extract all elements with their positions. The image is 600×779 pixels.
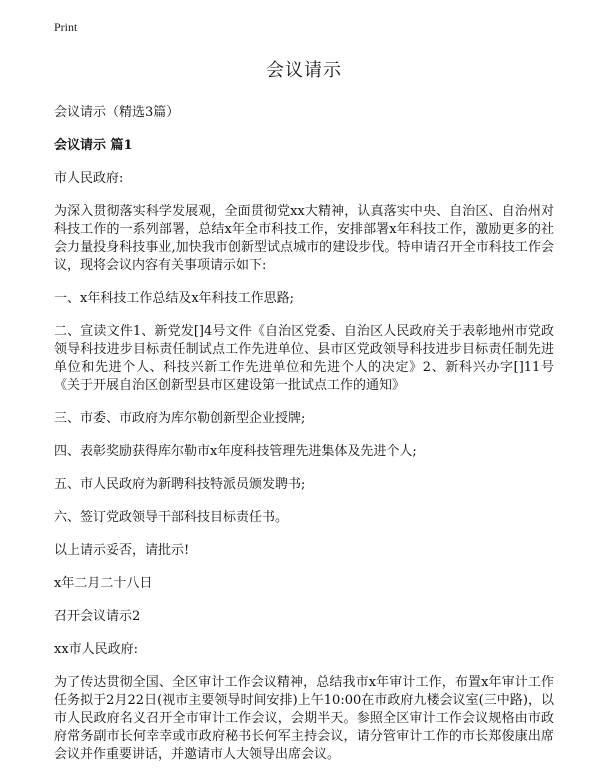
document-body — [54, 56, 554, 779]
section-heading: 会议请示 篇1 — [54, 138, 133, 153]
body-paragraph: 为了传达贯彻全国、全区审计工作会议精神，总结我市x年审计工作，布置x年审计工作任务拟于2月22日(视市主要领导时间安排)上午10:00在市政府九楼会议室(三中路)，以市人民政府名义召开全市审计工作会议，会期半天。参照全区审计工作会议规格由市政府常务副市长何幸幸或市政府秘书长何军主持会议，请分管审计工作的市长郑俊康出席会议并作重要讲话，并邀请市人大领导出席会议。 — [54, 675, 554, 762]
document-title: 会议请示 — [266, 60, 342, 81]
agenda-item: 六、签订党政领导干部科技目标责任书。 — [54, 510, 289, 525]
closing-line: 以上请示妥否，请批示! — [54, 543, 190, 558]
body-paragraph: 为深入贯彻落实科学发展观，全面贯彻党xx大精神，认真落实中央、自治区、自治州对科技工作的一系列部署，总结x年全市科技工作，安排部署x年科技工作，激励更多的社会力量投身科技事业,加快我市创新型试点城市的建设步伐。特申请召开全市科技工作会议，现将会议内容有关事项请示如下: — [54, 204, 554, 273]
agenda-item: 五、市人民政府为新聘科技特派员颁发聘书; — [54, 477, 306, 492]
agenda-item: 三、市委、市政府为库尔勒创新型企业授牌; — [54, 411, 306, 426]
document-subtitle: 会议请示（精选3篇） — [54, 105, 180, 120]
section-heading: 召开会议请示2 — [54, 609, 141, 624]
print-link[interactable]: Print — [54, 20, 78, 34]
document-date: x年二月二十八日 — [54, 576, 153, 591]
addressee: xx市人民政府: — [54, 642, 139, 657]
agenda-item: 二、宣读文件1、新党发[]4号文件《自治区党委、自治区人民政府关于表彰地州市党政领导科技进步目标责任制试点工作先进单位、县市区党政领导科技进步目标责任制先进单位和先进个人、科技兴新工作先进单位和先进个人的决定》2、新科兴办字[]11号《关于开展自治区创新型县市区建设第一批试点工作的通知》 — [54, 324, 554, 393]
addressee: 市人民政府: — [54, 171, 124, 186]
agenda-item: 四、表彰奖励获得库尔勒市x年度科技管理先进集体及先进个人; — [54, 444, 417, 459]
agenda-item: 一、x年科技工作总结及x年科技工作思路; — [54, 291, 295, 306]
